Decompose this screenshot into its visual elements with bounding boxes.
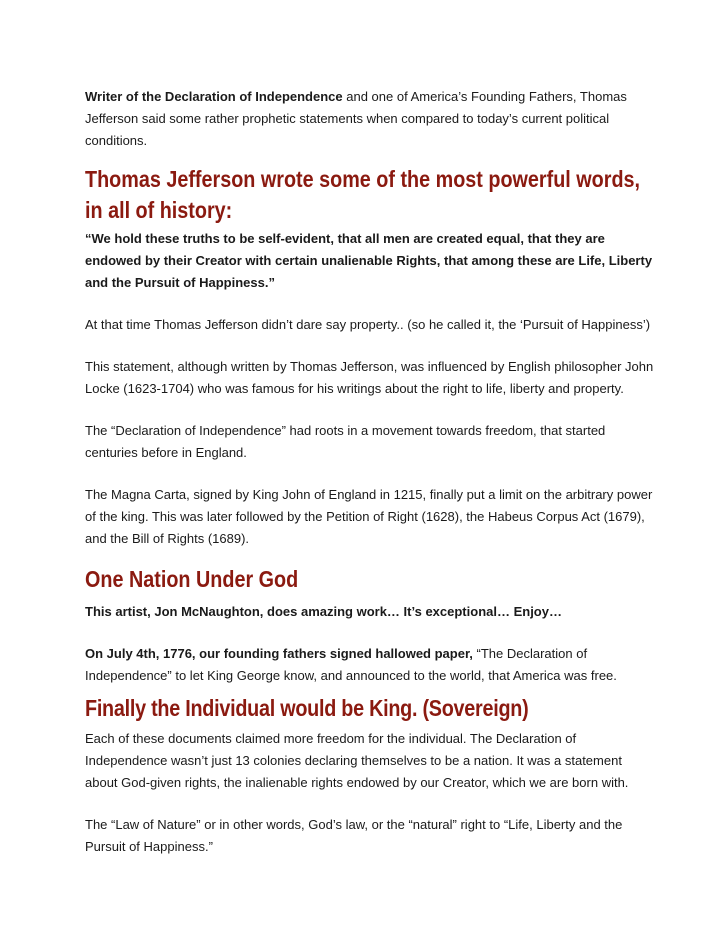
intro-paragraph [85, 86, 655, 152]
document-page [85, 86, 655, 878]
paragraph-law-of-nature: The “Law of Nature” or in other words, God’s law, or the “natural” right to “Life, Liberty and the Pursuit of Happiness.” [85, 817, 623, 854]
paragraph-documents: Each of these documents claimed more freedom for the individual. The Declaration of Independence wasn’t just 13 colonies declaring themselves to be a nation. It was a statement about God-given rights, the inalienable rights endowed by our Creator, which we are born with. [85, 731, 629, 790]
artist-line: This artist, Jon McNaughton, does amazing work… It’s exceptional… Enjoy… [85, 604, 562, 619]
paragraph-locke: This statement, although written by Thomas Jefferson, was influenced by English philosopher John Locke (1623-1704) who was famous for his writings about the right to life, liberty and property. [85, 359, 654, 396]
intro-bold-text: Writer of the Declaration of Independence [85, 89, 343, 104]
heading-powerful-words: Thomas Jefferson wrote some of the most powerful words, in all of history: [85, 166, 641, 223]
intro-text: and one of America’s Founding Fathers, Thomas Jefferson said some rather prophetic statements when compared to today’s current political conditions. [85, 89, 627, 148]
paragraph-roots: The “Declaration of Independence” had roots in a movement towards freedom, that started centuries before in England. [85, 423, 606, 460]
declaration-quote: “We hold these truths to be self-evident, that all men are created equal, that they are endowed by their Creator with certain unalienable Rights, that among these are Life, Liberty and the Pursuit of Happiness.” [85, 231, 653, 290]
july-paragraph [85, 643, 655, 687]
paragraph-property: At that time Thomas Jefferson didn’t dare say property.. (so he called it, the ‘Pursuit of Happiness’) [85, 317, 651, 332]
heading-individual-king: Finally the Individual would be King. (Sovereign) [85, 695, 529, 721]
heading-one-nation: One Nation Under God [85, 566, 299, 592]
july-text: “The Declaration of Independence” to let King George know, and announced to the world, that America was free. [85, 646, 617, 683]
paragraph-magna-carta: The Magna Carta, signed by King John of England in 1215, finally put a limit on the arbitrary power of the king. This was later followed by the Petition of Right (1628), the Habeus Corpus Act (1679), and the Bill of Rights (1689). [85, 487, 653, 546]
july-bold-text: On July 4th, 1776, our founding fathers signed hallowed paper, [85, 646, 473, 661]
